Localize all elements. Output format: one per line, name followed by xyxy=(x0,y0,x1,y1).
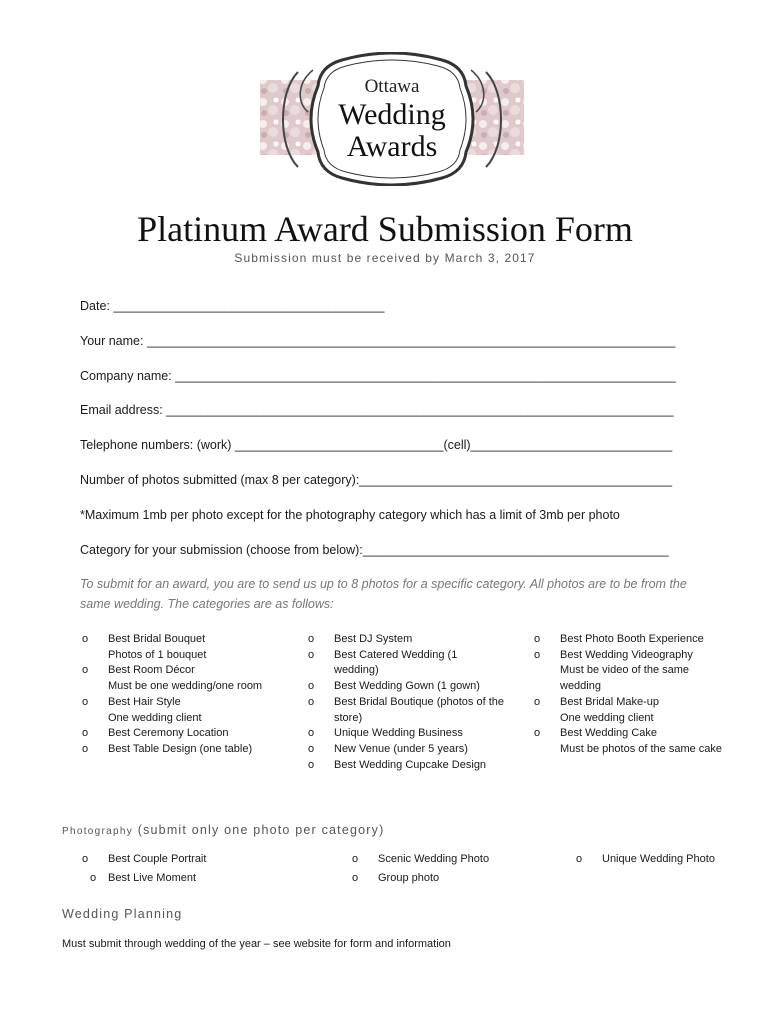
intro-text: To submit for an award, you are to send us up to 8 photos for a specific category. All photos are to be from the same wedding. The categories are as follows: xyxy=(80,577,687,611)
list-item: o Best Catered Wedding (1 wedding) xyxy=(308,648,458,677)
bullet: o xyxy=(82,695,89,708)
logo-line3: Awards xyxy=(346,130,438,163)
photography-note: (submit only one photo per category) xyxy=(137,823,385,837)
ottawa-wedding-awards-logo xyxy=(258,52,526,186)
category-column-3 xyxy=(534,632,734,758)
list-item: o Unique Wedding Photo xyxy=(576,853,715,865)
category-column-2 xyxy=(308,632,508,773)
bullet: o xyxy=(308,727,315,740)
list-item: o Best Wedding Cupcake Design xyxy=(308,758,508,774)
page-title: Platinum Award Submission Form xyxy=(137,209,633,249)
logo-line2: Wedding xyxy=(338,98,446,131)
list-item: o Group photo xyxy=(352,872,440,884)
photography-heading xyxy=(62,823,385,837)
logo-line1: Ottawa xyxy=(364,76,420,97)
list-item: o Best Live Moment xyxy=(90,872,197,884)
list-item: o Best Photo Booth Experience xyxy=(534,632,734,648)
bullet: o xyxy=(90,872,97,884)
list-item: o Best Bridal Bouquet Photos of 1 bouquet xyxy=(82,633,207,661)
list-item: o Unique Wedding Business xyxy=(308,726,508,742)
date-field[interactable]: Date: _______________________________________ xyxy=(80,299,385,313)
bullet: o xyxy=(308,758,315,771)
bullet: o xyxy=(308,648,315,661)
list-item: o Best Couple Portrait xyxy=(82,853,207,865)
wedding-planning-heading: Wedding Planning xyxy=(62,907,183,921)
company-name-field[interactable]: Company name: ________________________________________________________________________ xyxy=(80,369,676,383)
category-column-1 xyxy=(82,632,292,758)
bullet: o xyxy=(534,727,541,740)
bullet: o xyxy=(534,695,541,708)
list-item: o Best Bridal Boutique (photos of the store) xyxy=(308,695,504,724)
page-subtitle: Submission must be received by March 3, 2017 xyxy=(234,251,536,265)
list-item: o New Venue (under 5 years) xyxy=(308,742,508,758)
bullet: o xyxy=(352,853,359,865)
category-field[interactable]: Category for your submission (choose from below):____________________________________________ xyxy=(80,543,669,557)
list-item: o Best Hair Style One wedding client xyxy=(82,695,202,724)
wedding-planning-note: Must submit through wedding of the year – see website for form and information xyxy=(62,938,451,950)
list-item: o Scenic Wedding Photo xyxy=(352,853,490,865)
bullet: o xyxy=(352,872,359,884)
your-name-field[interactable]: Your name: ____________________________________________________________________________ xyxy=(80,334,676,348)
maximum-note: *Maximum 1mb per photo except for the photography category which has a limit of 3mb per photo xyxy=(80,508,620,522)
bullet: o xyxy=(308,680,315,693)
telephone-field[interactable]: Telephone numbers: (work) ______________________________(cell)_____________________________ xyxy=(80,438,673,452)
list-item: o Best Wedding Videography Must be video of the same wedding xyxy=(534,648,693,693)
bullet: o xyxy=(576,853,583,865)
bullet: o xyxy=(308,695,315,708)
list-item: o Best Bridal Make-up One wedding client xyxy=(534,695,660,724)
bullet: o xyxy=(534,648,541,661)
list-item: o Best Table Design (one table) xyxy=(82,742,292,758)
list-item: o Best Wedding Gown (1 gown) xyxy=(308,679,508,695)
bullet: o xyxy=(82,742,89,755)
bullet: o xyxy=(308,742,315,755)
list-item: o Best Wedding Cake Must be photos of the same cake xyxy=(534,727,723,755)
photos-count-field[interactable]: Number of photos submitted (max 8 per category):_____________________________________________ xyxy=(80,473,673,487)
bullet: o xyxy=(82,664,89,677)
photography-title: Photography xyxy=(62,826,134,837)
bullet: o xyxy=(308,633,315,645)
bullet: o xyxy=(82,853,89,865)
bullet: o xyxy=(82,633,89,645)
list-item: o Best DJ System xyxy=(308,632,508,648)
email-field[interactable]: Email address: _________________________________________________________________________ xyxy=(80,403,674,417)
bullet: o xyxy=(534,633,541,645)
bullet: o xyxy=(82,727,89,740)
list-item: o Best Room Décor Must be one wedding/one room xyxy=(82,664,263,693)
list-item: o Best Ceremony Location xyxy=(82,726,292,742)
